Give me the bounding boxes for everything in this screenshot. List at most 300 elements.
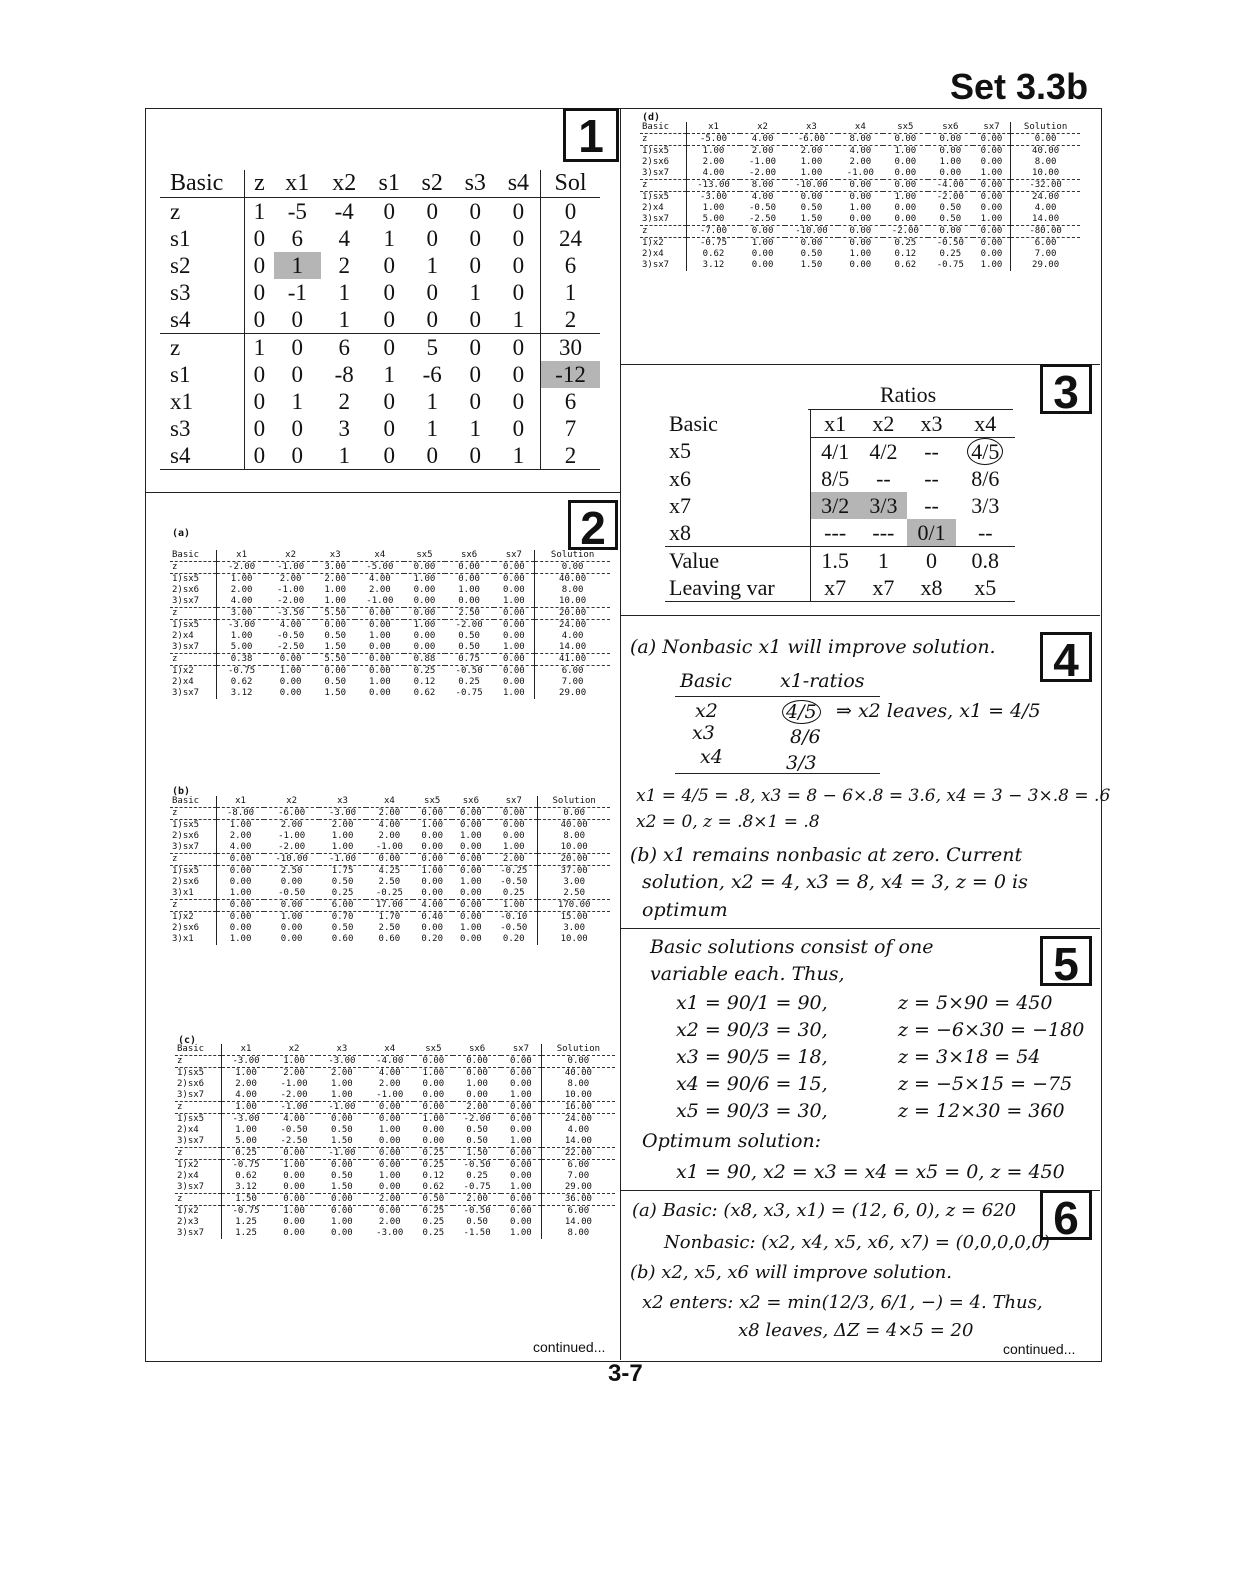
problem-marker-2: 2 (568, 500, 618, 550)
q1-cell: 0 (469, 252, 481, 278)
q1-cell: 0 (426, 279, 438, 305)
tableau-cell: -3.00 (217, 620, 267, 632)
tableau-header-row (170, 550, 610, 562)
tableau-cell: 3.00 (538, 923, 610, 934)
tableau-cell: 1.00 (217, 820, 265, 832)
tableau-cell: 0.00 (445, 574, 494, 586)
tableau-cell: 0.12 (413, 677, 436, 687)
tableau-cell: 2.00 (849, 157, 872, 167)
tableau-row (640, 203, 1080, 214)
tableau-cell: 0.00 (980, 249, 1003, 259)
q4-row3-var: x4 (700, 746, 723, 768)
tableau-cell: 0.00 (510, 1079, 532, 1089)
tableau-cell: 2)sx6 (172, 923, 200, 933)
tableau-cell: -3.00 (687, 192, 741, 204)
tableau-cell: -32.00 (1011, 180, 1080, 192)
tableau-cell: 2.50 (378, 877, 401, 887)
tableau-cell: 2.00 (785, 146, 838, 158)
q1-cell: 1 (497, 442, 541, 470)
tableau-cell: 0.00 (421, 877, 443, 887)
tableau-header-cell: x4 (366, 796, 413, 808)
tableau-cell: 0.00 (510, 1217, 532, 1227)
q1-cell: 1 (338, 279, 350, 305)
tableau-cell: -0.50 (277, 631, 305, 641)
tableau-cell: 1.00 (414, 1114, 454, 1126)
q1-header-cell: x1 (274, 170, 321, 198)
tableau-cell: 0.00 (460, 842, 482, 852)
q1-cell: 1 (383, 225, 395, 251)
q1-cell: 1 (338, 306, 350, 332)
tableau-cell: 5.50 (315, 608, 355, 620)
q3-cell-text: 4/5 (967, 438, 1003, 465)
tableau-cell: -6.00 (278, 808, 306, 818)
tableau-cell: 3.12 (222, 1182, 271, 1194)
tableau-cell: 0.50 (331, 923, 354, 933)
tableau-cell: -0.25 (375, 888, 403, 898)
tableau-cell: 0.00 (318, 1160, 366, 1172)
q1-cell: 0 (245, 252, 274, 279)
tableau-cell: -10.00 (785, 226, 838, 238)
tableau-row (640, 168, 1080, 180)
tableau-cell: 1.00 (264, 912, 319, 924)
tableau-cell: 0.50 (331, 877, 354, 887)
q5-solution-line (676, 1046, 1096, 1073)
q3-cell (811, 547, 860, 575)
tableau-cell: -1.00 (318, 1148, 366, 1160)
tableau-cell: 7.00 (535, 677, 610, 688)
tableau-cell: 2.00 (266, 574, 315, 586)
q3-cell-text: 0/1 (917, 519, 946, 545)
tableau-cell: 3.00 (538, 877, 610, 888)
tableau-cell: -0.50 (278, 888, 306, 898)
q3-cell (956, 547, 1015, 575)
tableau-cell: 29.00 (1011, 260, 1080, 271)
tableau-cell: 1.00 (413, 866, 452, 878)
tableau-cell: 0.00 (279, 677, 302, 687)
tableau-cell: 0.00 (366, 1102, 414, 1114)
tableau-cell: 0.00 (413, 642, 436, 652)
tableau-cell: 0.00 (318, 1194, 366, 1206)
tableau-cell: 20.00 (538, 854, 610, 866)
tableau-cell: 0.00 (421, 831, 443, 841)
tableau-cell: 2.00 (222, 1079, 271, 1090)
tableau-cell: 0.25 (466, 1171, 488, 1181)
tableau-cell: 4.00 (541, 1125, 615, 1136)
tableau-cell: 8.00 (541, 1228, 615, 1239)
tableau-cell: 1.00 (510, 1228, 532, 1238)
tableau-row (170, 912, 610, 924)
tableau-row (170, 654, 610, 666)
q1-row (160, 279, 600, 306)
q5-solution-line (676, 1019, 1096, 1046)
tableau-cell: 1.00 (460, 923, 482, 933)
q5-basic-value: x4 = 90/6 = 15, (676, 1073, 828, 1095)
q3-cell (811, 492, 860, 519)
q3-cell (956, 492, 1015, 519)
tableau-cell: 0.25 (422, 1217, 445, 1227)
tableau-cell: 0.25 (939, 249, 962, 259)
tableau-cell: 20.00 (535, 608, 610, 620)
tableau-cell: 0.25 (502, 888, 525, 898)
q4-row1-ratio: 4/5 (782, 700, 821, 724)
tableau-cell: 0.00 (283, 1182, 305, 1192)
tableau-cell: 0.00 (421, 888, 443, 898)
tableau-cell: 0.00 (280, 877, 303, 887)
tableau-row (175, 1217, 615, 1228)
tableau-cell: z (172, 808, 178, 818)
tableau-cell: -10.00 (264, 854, 319, 866)
tableau-cell: 0.00 (501, 1114, 541, 1126)
tableau-cell: 0.50 (324, 677, 347, 687)
q1-cell: 0 (541, 198, 600, 226)
q1-row (160, 306, 600, 334)
q3-cell-text: x6 (669, 465, 691, 491)
tableau-cell: 16.00 (541, 1102, 615, 1114)
q3-cell (907, 547, 955, 575)
q1-cell: 0 (291, 361, 304, 387)
tableau-cell: 0.00 (494, 574, 535, 586)
tableau-cell: 1.75 (319, 866, 366, 878)
tableau-header-cell: Solution (535, 550, 610, 562)
q1-cell: 0 (368, 334, 411, 362)
q1-cell: 6 (321, 334, 368, 362)
tableau-cell: z (640, 226, 687, 238)
tableau-header-cell: sx6 (453, 1044, 501, 1056)
tableau-cell: 1.00 (687, 203, 741, 214)
tableau-cell: 1)sx5 (170, 820, 217, 832)
tableau-cell: 1.00 (883, 146, 928, 158)
q1-cell: 0 (383, 279, 395, 305)
tableau-cell: z (175, 1148, 222, 1160)
tableau-cell: -0.75 (936, 260, 964, 270)
tableau-cell: 2)x4 (642, 249, 664, 259)
tableau-cell: 29.00 (535, 688, 610, 699)
tableau-header-cell: Basic (170, 550, 217, 562)
tableau-header-cell: x3 (318, 1044, 366, 1056)
tableau-cell: 1.00 (222, 1068, 271, 1080)
tableau-header-cell: sx6 (928, 122, 973, 134)
tableau-header-cell: x4 (355, 550, 404, 562)
tableau-cell: 0.25 (883, 238, 928, 250)
q3-cell-text: 1 (877, 547, 889, 573)
tableau-cell: 0.00 (369, 642, 391, 652)
q1-cell: 6 (291, 225, 304, 251)
tableau-cell: 0.00 (466, 1090, 488, 1100)
q4-header-rule (675, 696, 880, 697)
q1-cell: 0 (383, 198, 395, 224)
q1-cell: 1 (426, 252, 438, 278)
tableau-cell: 1.00 (503, 642, 525, 652)
q1-cell: s2 (170, 252, 191, 278)
tableau-cell: 0.00 (413, 631, 436, 641)
tableau-cell: 0.00 (366, 1114, 414, 1126)
q1-cell: 6 (541, 388, 600, 415)
tableau-cell: z (170, 608, 217, 620)
tableau-cell: 0.00 (785, 238, 838, 250)
tableau-cell: 1)sx5 (170, 866, 217, 878)
tableau-cell: 5.50 (315, 654, 355, 666)
q1-cell: 0 (245, 442, 274, 470)
tableau-cell: -1.50 (463, 1228, 491, 1238)
tableau-cell: 1.00 (849, 249, 872, 259)
tableau-cell: 0.00 (939, 168, 962, 178)
tableau-cell: 0.00 (838, 192, 883, 204)
tableau-cell: 2.00 (315, 574, 355, 586)
tableau-cell: -0.50 (453, 1206, 501, 1218)
tableau-cell: 3.12 (217, 688, 267, 699)
tableau-cell: 0.00 (217, 923, 265, 934)
tableau-cell: 1)x2 (170, 912, 217, 924)
tableau-cell: 14.00 (541, 1136, 615, 1148)
tableau-cell: 0.00 (751, 249, 774, 259)
q3-cell-text: --- (872, 519, 895, 545)
q1-header-cell: s3 (454, 170, 497, 198)
tableau-cell: 0.25 (414, 1148, 454, 1160)
tableau-cell: 0.00 (740, 226, 785, 238)
tableau-cell: 4.00 (222, 1090, 271, 1102)
q4-line-b3: optimum (642, 899, 728, 921)
continued-left: continued... (533, 1339, 606, 1355)
q1-cell: 0 (383, 306, 395, 332)
tableau-cell: 1.00 (503, 688, 525, 698)
tableau-cell: 0.25 (414, 1160, 454, 1172)
q1-cell: 0 (512, 388, 525, 414)
tableau-cell: 0.50 (458, 631, 480, 641)
tableau-cell: 0.00 (939, 134, 962, 144)
q1-cell: 1 (321, 442, 368, 470)
tableau-cell: 3.12 (687, 260, 741, 271)
page-number: 3-7 (608, 1360, 643, 1387)
tableau-cell: 0.00 (458, 562, 480, 572)
q1-cell: 1 (274, 252, 321, 279)
tableau-cell: 1)x2 (175, 1206, 222, 1218)
tableau-cell: 40.00 (1011, 146, 1080, 158)
tableau-row (175, 1056, 615, 1068)
q1-cell: 0 (512, 415, 525, 441)
tableau-cell: 1)x2 (175, 1160, 222, 1172)
q3-row (665, 465, 1015, 492)
q3-ratios-title: Ratios (880, 382, 937, 407)
tableau-row (640, 226, 1080, 238)
q3-cell-text: -- (876, 465, 891, 491)
tableau-cell: 3)sx7 (172, 688, 200, 698)
tableau-cell: 1.00 (980, 260, 1003, 270)
q1-header-cell: z (245, 170, 274, 198)
q1-cell: 0 (497, 334, 541, 362)
q3-cell-text: Value (669, 547, 720, 573)
tableau-cell: 10.00 (538, 934, 610, 945)
tableau-cell: z (642, 134, 648, 144)
tableau-cell: 0.70 (319, 912, 366, 924)
tableau-cell: -1.00 (318, 1102, 366, 1114)
tableau-cell: 0.00 (366, 854, 413, 866)
q3-header-row (665, 410, 1015, 438)
tableau-cell: 0.00 (490, 820, 538, 832)
tableau-header-cell: sx7 (490, 796, 538, 808)
tableau-cell: 0.12 (894, 249, 917, 259)
tableau-cell: 8.00 (541, 1079, 615, 1090)
q1-cell: 0 (245, 361, 274, 388)
tableau-cell: 2)sx6 (172, 831, 200, 841)
tableau-cell: 0.00 (366, 1206, 414, 1218)
tableau-cell: z (170, 654, 217, 666)
q4-line-a: (a) Nonbasic x1 will improve solution. (630, 636, 996, 658)
tableau-cell: -8.00 (217, 808, 265, 820)
tableau-cell: 0.00 (785, 192, 838, 204)
q1-cell: -8 (334, 361, 354, 387)
tableau-cell: 0.00 (217, 877, 265, 888)
tableau-cell: 0.50 (466, 1217, 488, 1227)
tableau-cell: 2.00 (740, 146, 785, 158)
tableau-cell: 7.00 (1011, 249, 1080, 260)
tableau-cell: 0.00 (510, 1125, 532, 1135)
tableau-cell: 24.00 (535, 620, 610, 632)
tableau-cell: 0.00 (422, 1136, 445, 1146)
q3-cell-text: x8 (669, 519, 691, 545)
tableau-cell: -2.00 (277, 596, 305, 606)
q3-cell (907, 492, 955, 519)
q1-cell: 1 (245, 334, 274, 362)
q1-header-cell: s4 (497, 170, 541, 198)
q3-cell (907, 438, 955, 466)
tableau-cell: 1.00 (266, 666, 315, 678)
tableau-cell: 36.00 (541, 1194, 615, 1206)
tableau-header-row (640, 122, 1080, 134)
problem-marker-4: 4 (1040, 632, 1092, 682)
tableau-cell: -0.75 (217, 666, 267, 678)
tableau-cell: 1.00 (414, 1068, 454, 1080)
tableau-cell: 0.00 (501, 1102, 541, 1114)
tableau-cell: 0.00 (280, 923, 303, 933)
tableau-cell: 4.00 (687, 168, 741, 180)
tableau-header-cell: x1 (222, 1044, 271, 1056)
tableau-cell: 6.00 (541, 1206, 615, 1218)
q5-optimum-label: Optimum solution: (642, 1130, 822, 1152)
q1-row (160, 361, 600, 388)
q6-line-2: Nonbasic: (x2, x4, x5, x6, x7) = (0,0,0,0,0) (664, 1232, 1050, 1253)
tableau-row (175, 1148, 615, 1160)
tableau-cell: -0.50 (748, 203, 777, 213)
q3-cell-text: -- (924, 492, 939, 518)
q3-cell (956, 438, 1015, 466)
tableau-row (640, 192, 1080, 204)
tableau-cell: 0.20 (421, 934, 443, 944)
tableau-header-cell: Basic (640, 122, 687, 134)
tableau-cell: 1.00 (800, 157, 823, 167)
q3-cell (811, 519, 860, 547)
q5-basic-solutions (676, 992, 1096, 1127)
q1-cell: 0 (454, 334, 497, 362)
q3-header-cell: Basic (669, 410, 718, 436)
q1-cell: 0 (469, 198, 481, 224)
tableau-cell: 0.00 (421, 923, 443, 933)
tableau-cell: 0.00 (217, 900, 265, 912)
tableau-cell: -13.00 (687, 180, 741, 192)
q1-row (160, 442, 600, 470)
q5-z-value: z = 3×18 = 54 (898, 1046, 1041, 1068)
tableau-row (170, 866, 610, 878)
tableau-row (170, 854, 610, 866)
tableau-cell: 1)sx5 (175, 1114, 222, 1126)
tableau-cell: 0.00 (452, 854, 491, 866)
q5-solution-line (676, 1100, 1096, 1127)
q3-cell (665, 492, 811, 519)
tableau-row (175, 1102, 615, 1114)
tableau-cell: 2.00 (490, 854, 538, 866)
tableau-cell: 5.00 (217, 642, 267, 654)
tableau-cell: -3.00 (222, 1056, 271, 1068)
q1-header-cell: Sol (541, 170, 600, 198)
tableau-cell: 1.00 (324, 596, 347, 606)
q1-cell: 0 (469, 388, 481, 414)
tableau-cell: 0.00 (501, 1194, 541, 1206)
tableau-row (170, 585, 610, 596)
tableau-cell: 0.00 (894, 214, 917, 224)
tableau-cell: 1.50 (800, 260, 823, 270)
tableau-row (175, 1206, 615, 1218)
q3-cell (907, 465, 955, 492)
tableau-cell: 0.00 (270, 1194, 318, 1206)
tableau-cell: 0.00 (315, 620, 355, 632)
tableau-cell: 2.00 (366, 1194, 414, 1206)
tableau-cell: 0.62 (687, 249, 741, 260)
tableau-cell: 0.00 (894, 203, 917, 213)
tableau-header-row (175, 1044, 615, 1056)
tableau-row (640, 249, 1080, 260)
tableau-cell: 1.50 (324, 642, 347, 652)
q4-calc-2: x2 = 0, z = .8×1 = .8 (636, 812, 820, 832)
q4-top-divider (620, 615, 1100, 616)
tableau-header-cell: sx6 (452, 796, 491, 808)
q3-cell (665, 438, 811, 466)
tableau-cell: 0.62 (894, 260, 917, 270)
q3-cell-text: x7 (872, 574, 895, 600)
tableau-cell: 4.00 (217, 596, 267, 608)
q1-cell: 0 (512, 279, 525, 305)
q5-z-value: z = −6×30 = −180 (898, 1019, 1085, 1041)
tableau-cell: -1.00 (748, 157, 777, 167)
q5-z-value: z = 5×90 = 450 (898, 992, 1053, 1014)
tableau-cell: -10.00 (785, 180, 838, 192)
tableau-cell: 3.00 (217, 608, 267, 620)
tableau-cell: 0.38 (217, 654, 267, 666)
q4-calc-1: x1 = 4/5 = .8, x3 = 8 − 6×.8 = 3.6, x4 = 3 − 3×.8 = .6 (636, 786, 1111, 806)
tableau-cell: 2.00 (453, 1102, 501, 1114)
tableau-row (175, 1171, 615, 1182)
tableau-cell: 3)x1 (172, 888, 194, 898)
tableau-cell: 0.00 (838, 238, 883, 250)
q6-line-4: x2 enters: x2 = min(12/3, 6/1, −) = 4. Thus, (642, 1292, 1043, 1313)
tableau-cell: 0.20 (502, 934, 525, 944)
tableau-header-cell: sx7 (494, 550, 535, 562)
tableau-cell: 3)sx7 (642, 214, 670, 224)
tableau-header-cell: sx7 (501, 1044, 541, 1056)
tableau-cell: 10.00 (538, 842, 610, 854)
tableau-cell: 4.00 (838, 146, 883, 158)
tableau-cell: 0.00 (283, 1217, 305, 1227)
tableau-cell: 24.00 (1011, 192, 1080, 204)
tableau-cell: 0.50 (324, 631, 347, 641)
tableau-header-cell: x1 (217, 550, 267, 562)
q1-cell: 2 (541, 306, 600, 334)
tableau-cell: z (172, 562, 178, 572)
tableau-cell: 3.00 (324, 562, 347, 572)
tableau-cell: z (175, 1194, 222, 1206)
q4-ratios-header: x1-ratios (780, 670, 865, 692)
tableau-header-cell: x4 (366, 1044, 414, 1056)
tableau-cell: 1.70 (366, 912, 413, 924)
q1-cell: 2 (338, 388, 350, 414)
